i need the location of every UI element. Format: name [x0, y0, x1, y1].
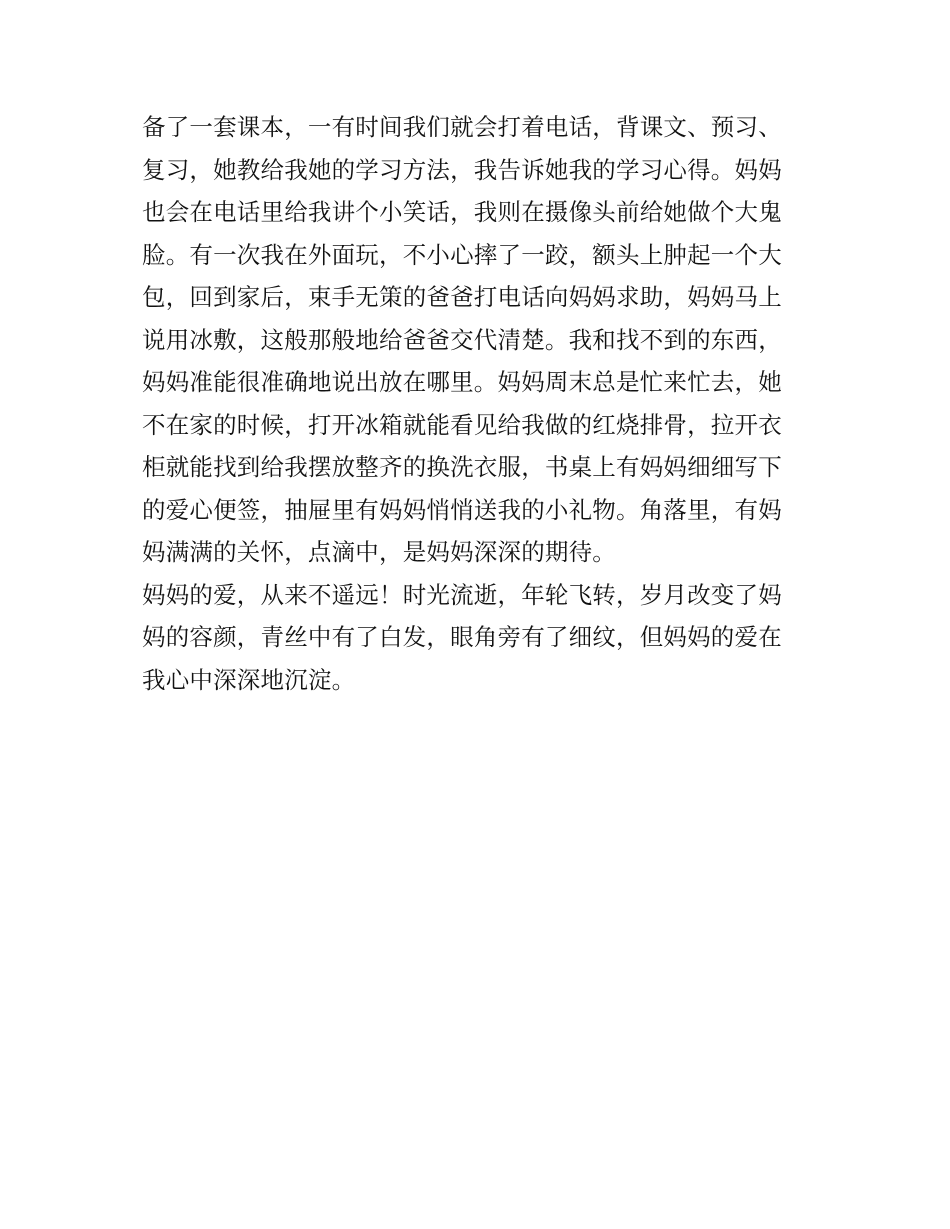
text-line: 备了一套课本，一有时间我们就会打着电话，背课文、预习、	[142, 113, 782, 141]
text-line: 柜就能找到给我摆放整齐的换洗衣服，书桌上有妈妈细细写下	[142, 453, 782, 481]
text-line: 说用冰敷，这般那般地给爸爸交代清楚。我和找不到的东西，	[142, 325, 782, 354]
text-line: 的爱心便签，抽屉里有妈妈悄悄送我的小礼物。角落里，有妈	[142, 495, 782, 524]
text-line: 妈妈准能很准确地说出放在哪里。妈妈周末总是忙来忙去，她	[142, 368, 782, 396]
text-line: 妈妈的爱，从来不遥远！时光流逝，年轮飞转，岁月改变了妈	[142, 580, 782, 609]
text-line: 脸。有一次我在外面玩，不小心摔了一跤，额头上肿起一个大	[142, 240, 782, 269]
text-line: 复习，她教给我她的学习方法，我告诉她我的学习心得。妈妈	[142, 155, 782, 184]
text-line: 妈满满的关怀，点滴中，是妈妈深深的期待。	[142, 538, 616, 566]
text-line: 妈的容颜，青丝中有了白发，眼角旁有了细纹，但妈妈的爱在	[142, 623, 782, 651]
text-line: 我心中深深地沉淀。	[142, 665, 356, 694]
text-line: 包，回到家后，束手无策的爸爸打电话向妈妈求助，妈妈马上	[142, 283, 782, 311]
text-line: 不在家的时候，打开冰箱就能看见给我做的红烧排骨，拉开衣	[142, 410, 782, 439]
essay-text-block	[142, 106, 822, 701]
text-line: 也会在电话里给我讲个小笑话，我则在摄像头前给她做个大鬼	[142, 198, 782, 226]
